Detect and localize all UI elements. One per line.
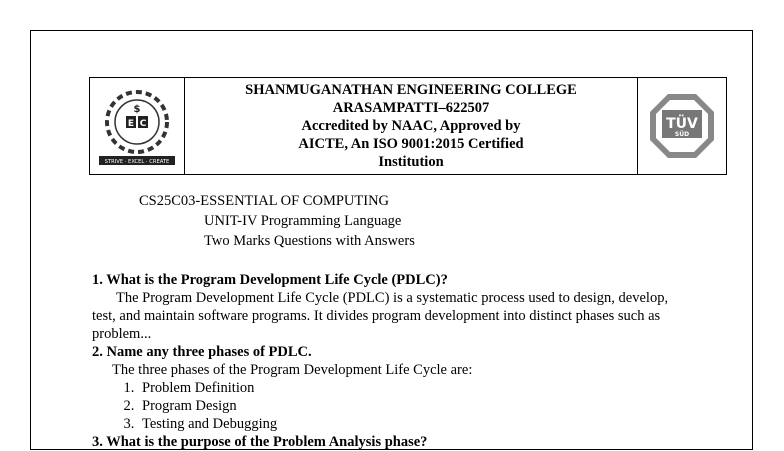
- accreditation-line-2: AICTE, An ISO 9001:2015 Certified: [298, 136, 524, 152]
- document-subtitle: Two Marks Questions with Answers: [204, 233, 415, 249]
- phase-list: [92, 379, 692, 433]
- question-2: 2. Name any three phases of PDLC.: [92, 344, 312, 360]
- question-3: 3. What is the purpose of the Problem Analysis phase?: [92, 434, 428, 450]
- college-header: [89, 77, 727, 175]
- accreditation-line-1: Accredited by NAAC, Approved by: [301, 118, 521, 134]
- svg-text:$: $: [133, 104, 141, 115]
- tuv-text: TÜV: [666, 116, 698, 132]
- svg-text:C: C: [139, 119, 147, 129]
- tuv-octagon-icon: [646, 90, 718, 162]
- tuv-sub-text: SÜD: [674, 131, 690, 138]
- college-location: ARASAMPATTI–622507: [332, 100, 490, 116]
- answer-2: The three phases of the Program Development Life Cycle are:: [112, 362, 473, 378]
- tuv-certification-logo: [637, 78, 726, 174]
- answer-1: The Program Development Life Cycle (PDLC) is a systematic process used to design, develop, test, and maintain software programs. It divides program development into distinct phases such as problem...: [92, 290, 669, 342]
- unit-title: UNIT-IV Programming Language: [204, 213, 402, 229]
- course-title: CS25C03-ESSENTIAL OF COMPUTING: [139, 193, 390, 209]
- list-item: 2. Program Design: [138, 397, 692, 415]
- logo-motto: STRIVE · EXCEL · CREATE: [104, 159, 170, 165]
- question-1: 1. What is the Program Development Life Cycle (PDLC)?: [92, 272, 448, 288]
- list-item: 1. Problem Definition: [138, 379, 692, 397]
- accreditation-line-3: Institution: [378, 154, 444, 170]
- college-name: SHANMUGANATHAN ENGINEERING COLLEGE: [245, 82, 577, 98]
- list-item: 3. Testing and Debugging: [138, 415, 692, 433]
- questions-section: [92, 271, 692, 451]
- college-title-block: [185, 78, 637, 174]
- college-logo: [90, 78, 185, 174]
- svg-text:E: E: [127, 119, 135, 129]
- gear-emblem-icon: [95, 84, 179, 168]
